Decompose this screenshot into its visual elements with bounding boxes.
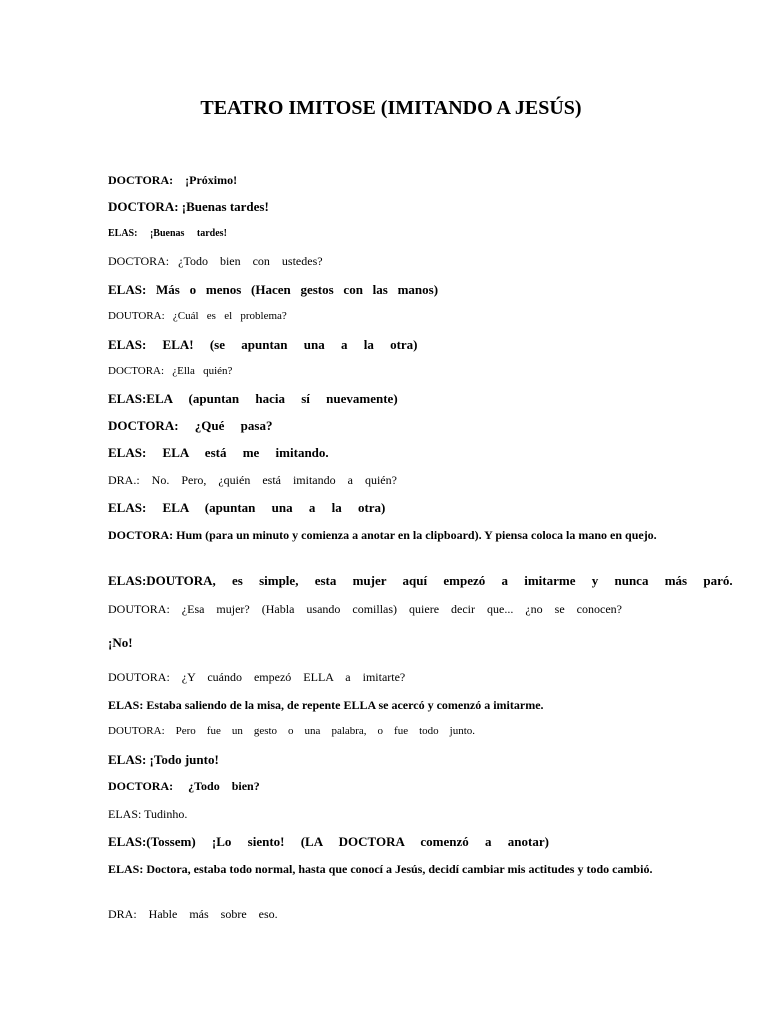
dialogue-line: ELAS: Estaba saliendo de la misa, de repente ELLA se acercó y comenzó a imitarme. (108, 698, 544, 712)
dialogue-line: ELAS:(Tossem) ¡Lo siento! (LA DOCTORA comenzó a anotar) (108, 834, 549, 849)
dialogue-line: DOCTORA: ¿Qué pasa? (108, 418, 273, 433)
dialogue-paragraph (108, 861, 768, 878)
dialogue-line: DOCTORA: ¡Próximo! (108, 173, 238, 187)
dialogue-line: DOUTORA: ¿Cuál es el problema? (108, 310, 287, 322)
dialogue-line: ELAS: Doctora, estaba todo normal, hasta que conocí a Jesús, decidí cambiar mis actitudes y todo cambió. (108, 862, 653, 876)
document-title: TEATRO IMITOSE (IMITANDO A JESÚS) (200, 97, 582, 119)
dialogue-line: DOCTORA: Hum (para un minuto y comienza a anotar en la clipboard). Y piensa coloca la mano en quejo. (108, 528, 657, 542)
dialogue-line: ELAS: ELA (apuntan una a la otra) (108, 500, 386, 515)
dialogue-line: ELAS: ¡Buenas tardes! (108, 228, 227, 239)
dialogue-line: ELAS: ELA está me imitando. (108, 445, 329, 460)
dialogue-line: DOUTORA: ¿Esa mujer? (Habla usando comillas) quiere decir que... ¿no se conocen? (108, 602, 622, 616)
dialogue-line: ELAS:ELA (apuntan hacia sí nuevamente) (108, 391, 398, 406)
dialogue-line: DOUTORA: Pero fue un gesto o una palabra, o fue todo junto. (108, 725, 476, 737)
dialogue-line: DOUTORA: ¿Y cuándo empezó ELLA a imitarte? (108, 670, 406, 684)
dialogue-line: ELAS: Más o menos (Hacen gestos con las manos) (108, 282, 439, 297)
dialogue-line: ELAS:DOUTORA, es simple, esta mujer aquí empezó a imitarme y nunca más paró. (108, 573, 733, 588)
dialogue-line: ELAS: ¡Todo junto! (108, 752, 219, 767)
dialogue-line: ¡No! (108, 635, 133, 650)
dialogue-line: DOCTORA: ¿Ella quién? (108, 365, 233, 377)
dialogue-line: DOCTORA: ¡Buenas tardes! (108, 199, 269, 214)
dialogue-paragraph (108, 527, 766, 544)
dialogue-line: DOCTORA: ¿Todo bien con ustedes? (108, 254, 323, 268)
dialogue-line: DRA: Hable más sobre eso. (108, 907, 278, 921)
dialogue-line: ELAS: Tudinho. (108, 807, 188, 821)
dialogue-line: DOCTORA: ¿Todo bien? (108, 779, 260, 793)
dialogue-line: ELAS: ELA! (se apuntan una a la otra) (108, 337, 418, 352)
dialogue-line: DRA.: No. Pero, ¿quién está imitando a quién? (108, 473, 397, 487)
